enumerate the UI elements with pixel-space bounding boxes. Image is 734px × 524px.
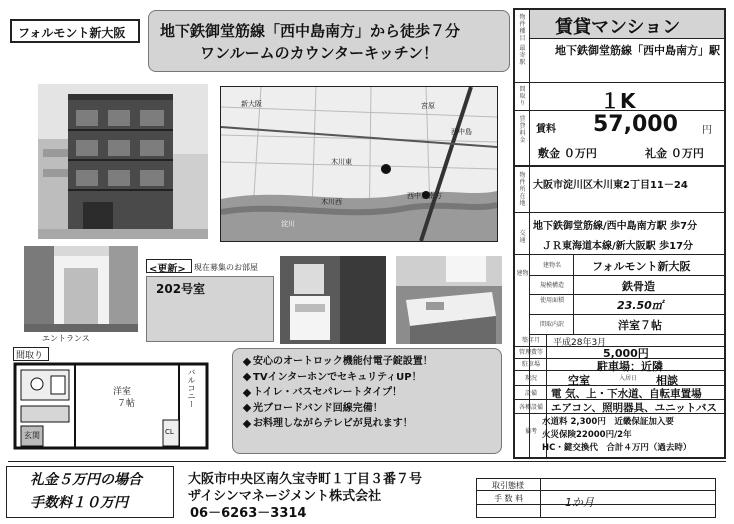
remark-line2: 火災保険22000円/2年 bbox=[542, 430, 632, 440]
entrance-photo bbox=[24, 246, 138, 332]
building-name-tag-text: フォルモント新大阪 bbox=[18, 26, 126, 40]
layout-type-value: １K bbox=[600, 89, 636, 113]
map-label-6: 淀川 bbox=[281, 220, 295, 228]
deposit: 敷金 ０万円 bbox=[538, 147, 597, 160]
building-name-value: フォルモント新大阪 bbox=[592, 260, 691, 273]
rent-unit: 円 bbox=[702, 125, 712, 136]
headline-line2: ワンルームのカウンターキッチン！ bbox=[200, 44, 438, 62]
agent-phone: 06－6263－3314 bbox=[190, 506, 307, 521]
rent-amount: 57,000 bbox=[593, 112, 678, 137]
fee-value: 1か月 bbox=[565, 496, 594, 509]
feature-item bbox=[244, 370, 500, 386]
type-title: 賃貸マンション bbox=[555, 17, 681, 38]
rooms-label: 間取内訳 bbox=[539, 321, 564, 328]
fee-box-divider-2 bbox=[476, 504, 716, 505]
remark-line1: 水道料 2,300円 近畿保証加入要 bbox=[542, 417, 674, 427]
fee-box-col-divider bbox=[540, 478, 541, 518]
building-section-label: 建物 bbox=[516, 270, 529, 277]
movein-value: 相談 bbox=[656, 374, 678, 387]
floorplan-cl: CL bbox=[165, 428, 174, 436]
floorplan-room-label: 洋室 bbox=[113, 387, 132, 397]
built-value: 平成28年3月 bbox=[553, 338, 607, 348]
facilities-value: 電 気、上・下水道、自転車置場 bbox=[551, 388, 702, 400]
rent-sub-label: 賃料 bbox=[536, 124, 556, 135]
feature-item bbox=[244, 416, 500, 432]
parking-label: 駐車場 bbox=[521, 361, 540, 368]
diamond-bullet-icon bbox=[243, 373, 251, 381]
rooms-value: 洋室７帖 bbox=[618, 319, 662, 332]
headline-line1: 地下鉄御堂筋線「西中島南方」から徒歩７分 bbox=[160, 22, 461, 40]
diamond-bullet-icon bbox=[243, 389, 251, 397]
feature-text: お料理しながらテレビが見れます！ bbox=[253, 418, 413, 429]
room-number: 202号室 bbox=[156, 282, 206, 296]
facilities-label: 設備 bbox=[524, 390, 537, 397]
bathroom-photo bbox=[280, 256, 386, 344]
area-map bbox=[220, 86, 498, 242]
nearest-station-label: 最 寄 駅 bbox=[519, 45, 526, 66]
map-label-3: 宮原 bbox=[421, 102, 435, 110]
floorplan-tag-text: 間取り bbox=[16, 351, 44, 361]
rent-label: 賃 貸 料 金 bbox=[519, 116, 526, 144]
footer-divider bbox=[8, 461, 726, 462]
structure-label: 規模構造 bbox=[539, 282, 564, 289]
traffic-line2: ＪＲ東海道本線/新大阪駅 歩17分 bbox=[542, 241, 694, 252]
map-label-1: 木川東 bbox=[331, 158, 352, 166]
campaign-line1: 礼金５万円の場合 bbox=[30, 472, 142, 488]
floorplan-room-size: ７帖 bbox=[117, 399, 136, 409]
other-value: エアコン、照明器具、ユニットバス bbox=[551, 402, 718, 414]
kitchen-photo bbox=[396, 256, 502, 344]
traffic-label: 交 通 bbox=[519, 230, 526, 244]
feature-text: 光ブロードバンド回線完備！ bbox=[253, 402, 383, 414]
feature-item bbox=[244, 354, 500, 370]
diamond-bullet-icon bbox=[243, 420, 251, 428]
panel-corner-label: 物 件 種 目 bbox=[519, 14, 526, 42]
movein-label: 入居日 bbox=[618, 375, 637, 382]
building-name-label: 建物名 bbox=[542, 262, 561, 269]
agent-name: ザイシンマネージメント株式会社 bbox=[188, 489, 382, 504]
feature-text: 安心のオートロック機能付電子錠設置！ bbox=[253, 356, 433, 367]
traffic-line1: 地下鉄御堂筋線/西中島南方駅 歩7分 bbox=[533, 221, 698, 232]
key-money: 礼金 ０万円 bbox=[645, 147, 704, 160]
fee-label-transaction: 取引態様 bbox=[492, 481, 524, 490]
map-label-2: 新大阪 bbox=[241, 100, 262, 108]
floorplan-entry: 玄関 bbox=[24, 431, 40, 440]
mgmt-label: 管理費等 bbox=[518, 349, 543, 356]
map-label-5: 西中島 bbox=[451, 128, 472, 136]
map-label-4: 木川西 bbox=[321, 198, 342, 206]
update-badge-text: <更新> bbox=[149, 264, 186, 275]
area-value: 23.50㎡ bbox=[617, 299, 663, 312]
feature-text: トイレ・バスセパレートタイプ！ bbox=[253, 387, 402, 398]
feature-item bbox=[244, 401, 500, 417]
status-value: 空室 bbox=[568, 374, 590, 387]
floorplan-balcony: バルコニー bbox=[187, 368, 196, 408]
building-photo bbox=[38, 84, 208, 239]
address-label: 物 件 所 在 地 bbox=[519, 172, 526, 207]
address-value: 大阪市淀川区木川東2丁目11－24 bbox=[533, 180, 688, 191]
fee-label-commission: 手 数 料 bbox=[494, 494, 524, 503]
remarks-label: 備考 bbox=[524, 428, 537, 435]
diamond-bullet-icon bbox=[243, 358, 251, 366]
features-list bbox=[244, 354, 500, 432]
agent-address: 大阪市中央区南久宝寺町１丁目３番７号 bbox=[188, 472, 423, 487]
floorplan bbox=[13, 362, 209, 450]
parking-value: 駐車場：近隣 bbox=[597, 360, 663, 373]
map-label-0: 西中島南方 bbox=[407, 192, 442, 200]
structure-value: 鉄骨造 bbox=[622, 280, 655, 293]
mgmt-value: 5,000円 bbox=[603, 347, 649, 360]
other-label: 各種設備 bbox=[518, 404, 543, 411]
status-label: 現況 bbox=[524, 375, 537, 382]
nearest-station-value: 地下鉄御堂筋線「西中島南方」駅 bbox=[555, 44, 720, 57]
update-text: 現在募集のお部屋 bbox=[194, 263, 258, 272]
feature-item bbox=[244, 385, 500, 401]
campaign-line2: 手数料１０万円 bbox=[30, 495, 128, 511]
remark-line3: HC・鍵交換代 合計４万円（過去時） bbox=[542, 443, 692, 453]
built-label: 築年月 bbox=[521, 337, 540, 344]
entrance-label: エントランス bbox=[42, 334, 90, 343]
layout-type-label: 間 取 り bbox=[519, 86, 526, 107]
area-label: 使用面積 bbox=[539, 297, 564, 304]
diamond-bullet-icon bbox=[243, 404, 251, 412]
feature-text: TVインターホンでセキュリティUP！ bbox=[253, 371, 422, 383]
